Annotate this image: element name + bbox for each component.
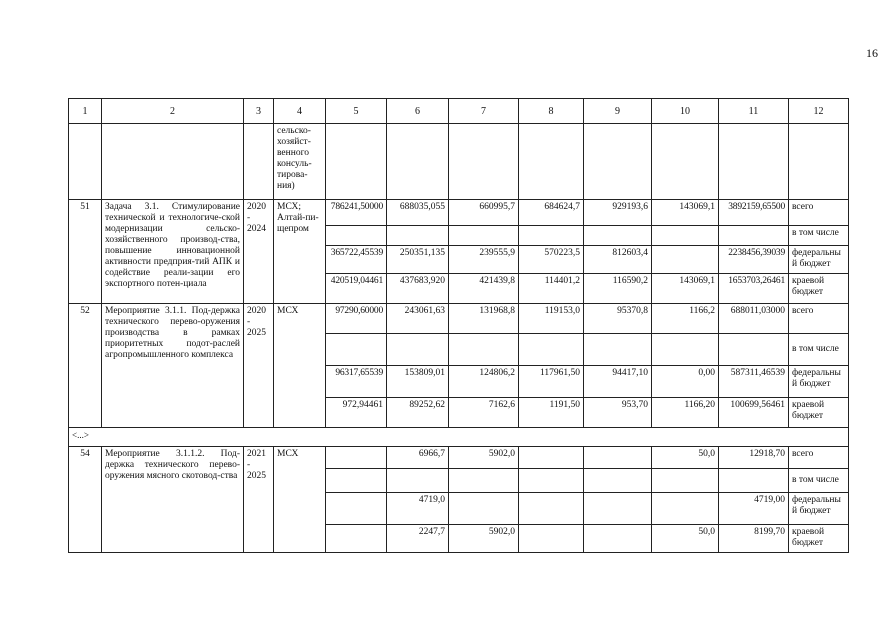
value-cell (326, 447, 387, 469)
value-cell: 153809,01 (387, 366, 449, 398)
value-cell: 143069,1 (652, 274, 719, 304)
source-cell: краевой бюджет (789, 274, 849, 304)
header-cell: 2 (102, 99, 244, 124)
table-row (69, 447, 849, 469)
value-cell: 972,94461 (326, 398, 387, 428)
header-cell: 11 (719, 99, 789, 124)
value-cell: 8199,70 (719, 525, 789, 553)
years-cell: 2021 - 2025 (244, 447, 274, 553)
source-cell: краевой бюджет (789, 525, 849, 553)
value-cell: 12918,70 (719, 447, 789, 469)
header-cell: 9 (584, 99, 652, 124)
value-cell: 116590,2 (584, 274, 652, 304)
value-cell (519, 493, 584, 525)
value-cell: 587311,46539 (719, 366, 789, 398)
source-cell: в том числе (789, 334, 849, 366)
value-cell: 1191,50 (519, 398, 584, 428)
value-cell: 4719,00 (719, 493, 789, 525)
value-cell: 94417,10 (584, 366, 652, 398)
value-cell: 953,70 (584, 398, 652, 428)
header-cell: 3 (244, 99, 274, 124)
value-cell: 7162,6 (449, 398, 519, 428)
value-cell (449, 493, 519, 525)
value-cell (519, 525, 584, 553)
value-cell (652, 246, 719, 274)
executor-cell: МСХ (274, 304, 326, 428)
value-cell: 437683,920 (387, 274, 449, 304)
value-cell: 131968,8 (449, 304, 519, 334)
value-cell (584, 493, 652, 525)
value-cell: 243061,63 (387, 304, 449, 334)
source-cell: в том числе (789, 469, 849, 493)
page-number: 16 (866, 46, 878, 60)
value-cell: 365722,45539 (326, 246, 387, 274)
measure-name: Задача 3.1. Стимулирование технической и технологиче-ской модернизации сельско-хозяйственного производ-ства, повышение инновационной активности предприя-тий АПК и содействие реали-зации его экспортного потен-циала (102, 200, 244, 304)
value-cell (584, 525, 652, 553)
value-cell (326, 493, 387, 525)
value-cell (652, 493, 719, 525)
continuation-row (69, 124, 849, 200)
value-cell: 114401,2 (519, 274, 584, 304)
value-cell: 786241,50000 (326, 200, 387, 226)
header-row (69, 99, 849, 124)
value-cell: 50,0 (652, 525, 719, 553)
source-cell: федеральный бюджет (789, 493, 849, 525)
value-cell: 684624,7 (519, 200, 584, 226)
value-cell: 5902,0 (449, 447, 519, 469)
value-cell: 1166,2 (652, 304, 719, 334)
executor-cell: МСХ; Алтай-пи-щепром (274, 200, 326, 304)
source-cell: всего (789, 304, 849, 334)
gap-marker: <...> (69, 428, 849, 447)
value-cell: 688035,055 (387, 200, 449, 226)
source-cell: федеральный бюджет (789, 366, 849, 398)
value-cell (519, 447, 584, 469)
value-cell: 0,00 (652, 366, 719, 398)
value-cell: 96317,65539 (326, 366, 387, 398)
measure-name: Мероприятие 3.1.1. Под-держка технического перево-оружения производства в рамках приоритетных подот-раслей агропромышленного комплекса (102, 304, 244, 428)
value-cell: 239555,9 (449, 246, 519, 274)
gap-row (69, 428, 849, 447)
header-cell: 10 (652, 99, 719, 124)
value-cell: 688011,03000 (719, 304, 789, 334)
value-cell: 812603,4 (584, 246, 652, 274)
header-cell: 1 (69, 99, 102, 124)
header-cell: 4 (274, 99, 326, 124)
value-cell: 119153,0 (519, 304, 584, 334)
value-cell: 660995,7 (449, 200, 519, 226)
value-cell: 570223,5 (519, 246, 584, 274)
executor-cell: сельско-хозяйст-венного консуль-тирова-ния) (274, 124, 326, 200)
measure-name: Мероприятие 3.1.1.2. Под-держка технического перево-оружения мясного скотовод-ства (102, 447, 244, 553)
value-cell: 929193,6 (584, 200, 652, 226)
value-cell: 1653703,26461 (719, 274, 789, 304)
years-cell: 2020 - 2025 (244, 304, 274, 428)
value-cell: 95370,8 (584, 304, 652, 334)
source-cell: всего (789, 200, 849, 226)
value-cell: 3892159,65500 (719, 200, 789, 226)
value-cell (584, 447, 652, 469)
row-number: 54 (69, 447, 102, 553)
row-number: 52 (69, 304, 102, 428)
budget-table (68, 98, 849, 553)
value-cell: 2247,7 (387, 525, 449, 553)
header-cell: 7 (449, 99, 519, 124)
value-cell: 421439,8 (449, 274, 519, 304)
value-cell: 143069,1 (652, 200, 719, 226)
years-cell: 2020 - 2024 (244, 200, 274, 304)
value-cell: 89252,62 (387, 398, 449, 428)
value-cell: 420519,04461 (326, 274, 387, 304)
value-cell (326, 525, 387, 553)
header-cell: 12 (789, 99, 849, 124)
executor-cell: МСХ (274, 447, 326, 553)
table-row (69, 200, 849, 226)
value-cell: 6966,7 (387, 447, 449, 469)
source-cell: в том числе (789, 226, 849, 246)
value-cell: 117961,50 (519, 366, 584, 398)
table-row (69, 304, 849, 334)
value-cell: 250351,135 (387, 246, 449, 274)
value-cell: 124806,2 (449, 366, 519, 398)
source-cell: федеральный бюджет (789, 246, 849, 274)
header-cell: 6 (387, 99, 449, 124)
value-cell: 4719,0 (387, 493, 449, 525)
source-cell: всего (789, 447, 849, 469)
value-cell: 1166,20 (652, 398, 719, 428)
value-cell: 97290,60000 (326, 304, 387, 334)
source-cell: краевой бюджет (789, 398, 849, 428)
row-number: 51 (69, 200, 102, 304)
value-cell: 50,0 (652, 447, 719, 469)
value-cell: 2238456,39039 (719, 246, 789, 274)
header-cell: 5 (326, 99, 387, 124)
value-cell: 100699,56461 (719, 398, 789, 428)
header-cell: 8 (519, 99, 584, 124)
value-cell: 5902,0 (449, 525, 519, 553)
